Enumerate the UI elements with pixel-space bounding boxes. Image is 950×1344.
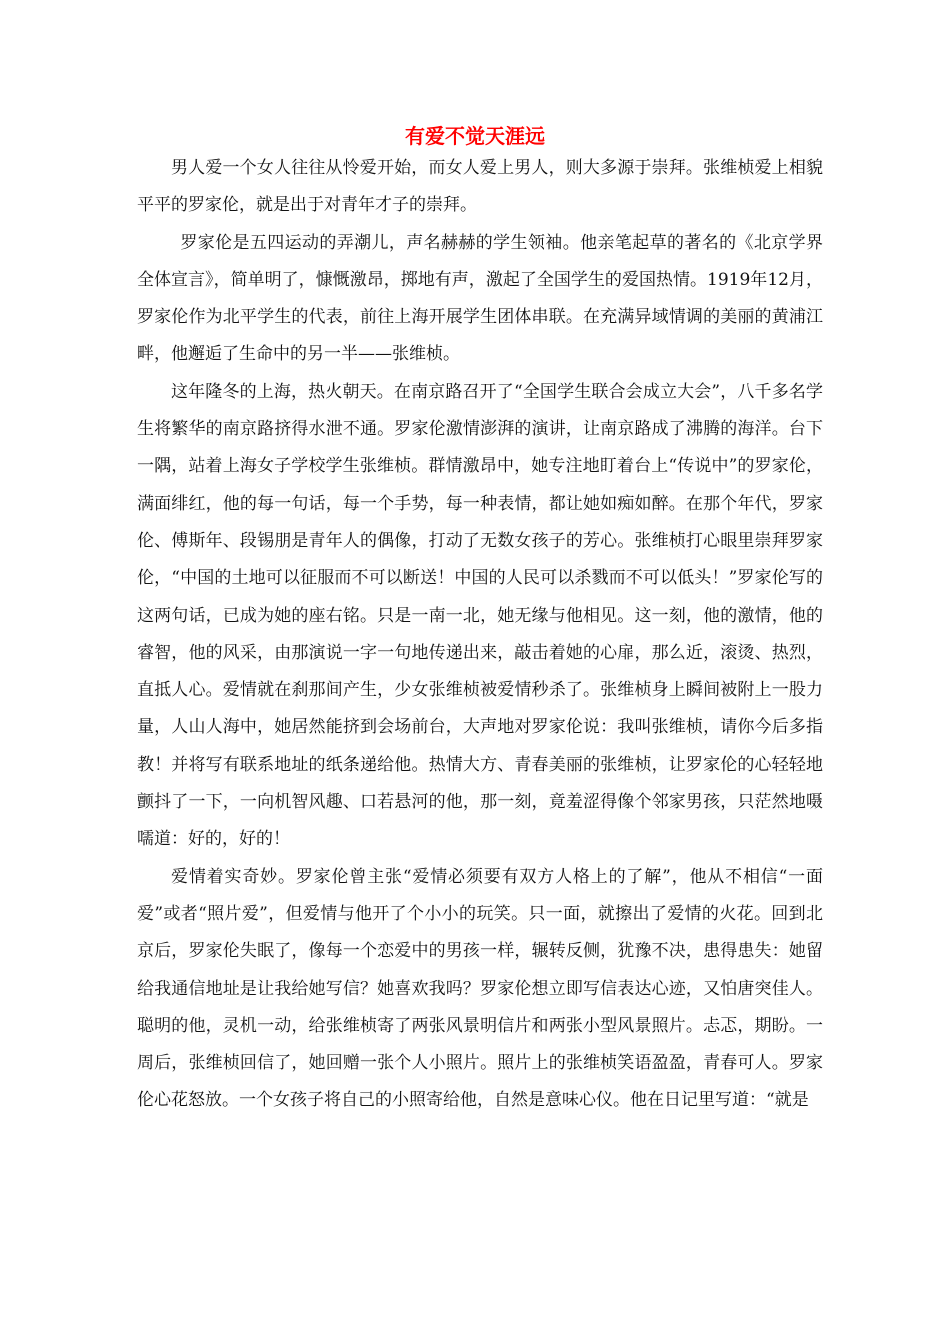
paragraph-1: 男人爱一个女人往往从怜爱开始，而女人爱上男人，则大多源于崇拜。张维桢爱上相貌平平的罗家伦，就是出于对青年才子的崇拜。 [137,158,823,216]
paragraph-2: 罗家伦是五四运动的弄潮儿，声名赫赫的学生领袖。他亲笔起草的著名的《北京学界全体宣言》，简单明了，慷慨激昂，掷地有声，激起了全国学生的爱国热情。1919年12月，罗家伦作为北平学生的代表，前往上海开展学生团体串联。在充满异域情调的美丽的黄浦江畔，他邂逅了生命中的另一半——张维桢。 [137,232,823,365]
document-title: 有爱不觉天涯远 [405,124,545,148]
article-body [137,150,823,1120]
paragraph-4: 爱情着实奇妙。罗家伦曾主张“爱情必须要有双方人格上的了解”，他从不相信“一面爱”或者“照片爱”，但爱情与他开了个小小的玩笑。只一面，就擦出了爱情的火花。回到北京后，罗家伦失眠了，像每一个恋爱中的男孩一样，辗转反侧，犹豫不决，患得患失：她留给我通信地址是让我给她写信？她喜欢我吗？罗家伦想立即写信表达心迹，又怕唐突佳人。聪明的他，灵机一动，给张维桢寄了两张风景明信片和两张小型风景照片。忐忑，期盼。一周后，张维桢回信了，她回赠一张个人小照片。照片上的张维桢笑语盈盈，青春可人。罗家伦心花怒放。一个女孩子将自己的小照寄给他，自然是意味心仪。他在日记里写道：“就是 [137,866,823,1111]
paragraph-3: 这年隆冬的上海，热火朝天。在南京路召开了“全国学生联合会成立大会”，八千多名学生将繁华的南京路挤得水泄不通。罗家伦激情澎湃的演讲，让南京路成了沸腾的海洋。台下一隅，站着上海女子学校学生张维桢。群情激昂中，她专注地盯着台上“传说中”的罗家伦，满面绯红，他的每一句话，每一个手势，每一种表情，都让她如痴如醉。在那个年代，罗家伦、傅斯年、段锡朋是青年人的偶像，打动了无数女孩子的芳心。张维桢打心眼里崇拜罗家伦，“中国的土地可以征服而不可以断送！中国的人民可以杀戮而不可以低头！”罗家伦写的这两句话，已成为她的座右铭。只是一南一北，她无缘与他相见。这一刻，他的激情，他的睿智，他的风采，由那演说一字一句地传递出来，敲击着她的心扉，那么近，滚烫、热烈，直抵人心。爱情就在刹那间产生，少女张维桢被爱情秒杀了。张维桢身上瞬间被附上一股力量，人山人海中，她居然能挤到会场前台，大声地对罗家伦说：我叫张维桢，请你今后多指教！并将写有联系地址的纸条递给他。热情大方、青春美丽的张维桢，让罗家伦的心轻轻地颤抖了一下，一向机智风趣、口若悬河的他，那一刻，竟羞涩得像个邻家男孩，只茫然地嗫嚅道：好的，好的！ [137,381,823,850]
